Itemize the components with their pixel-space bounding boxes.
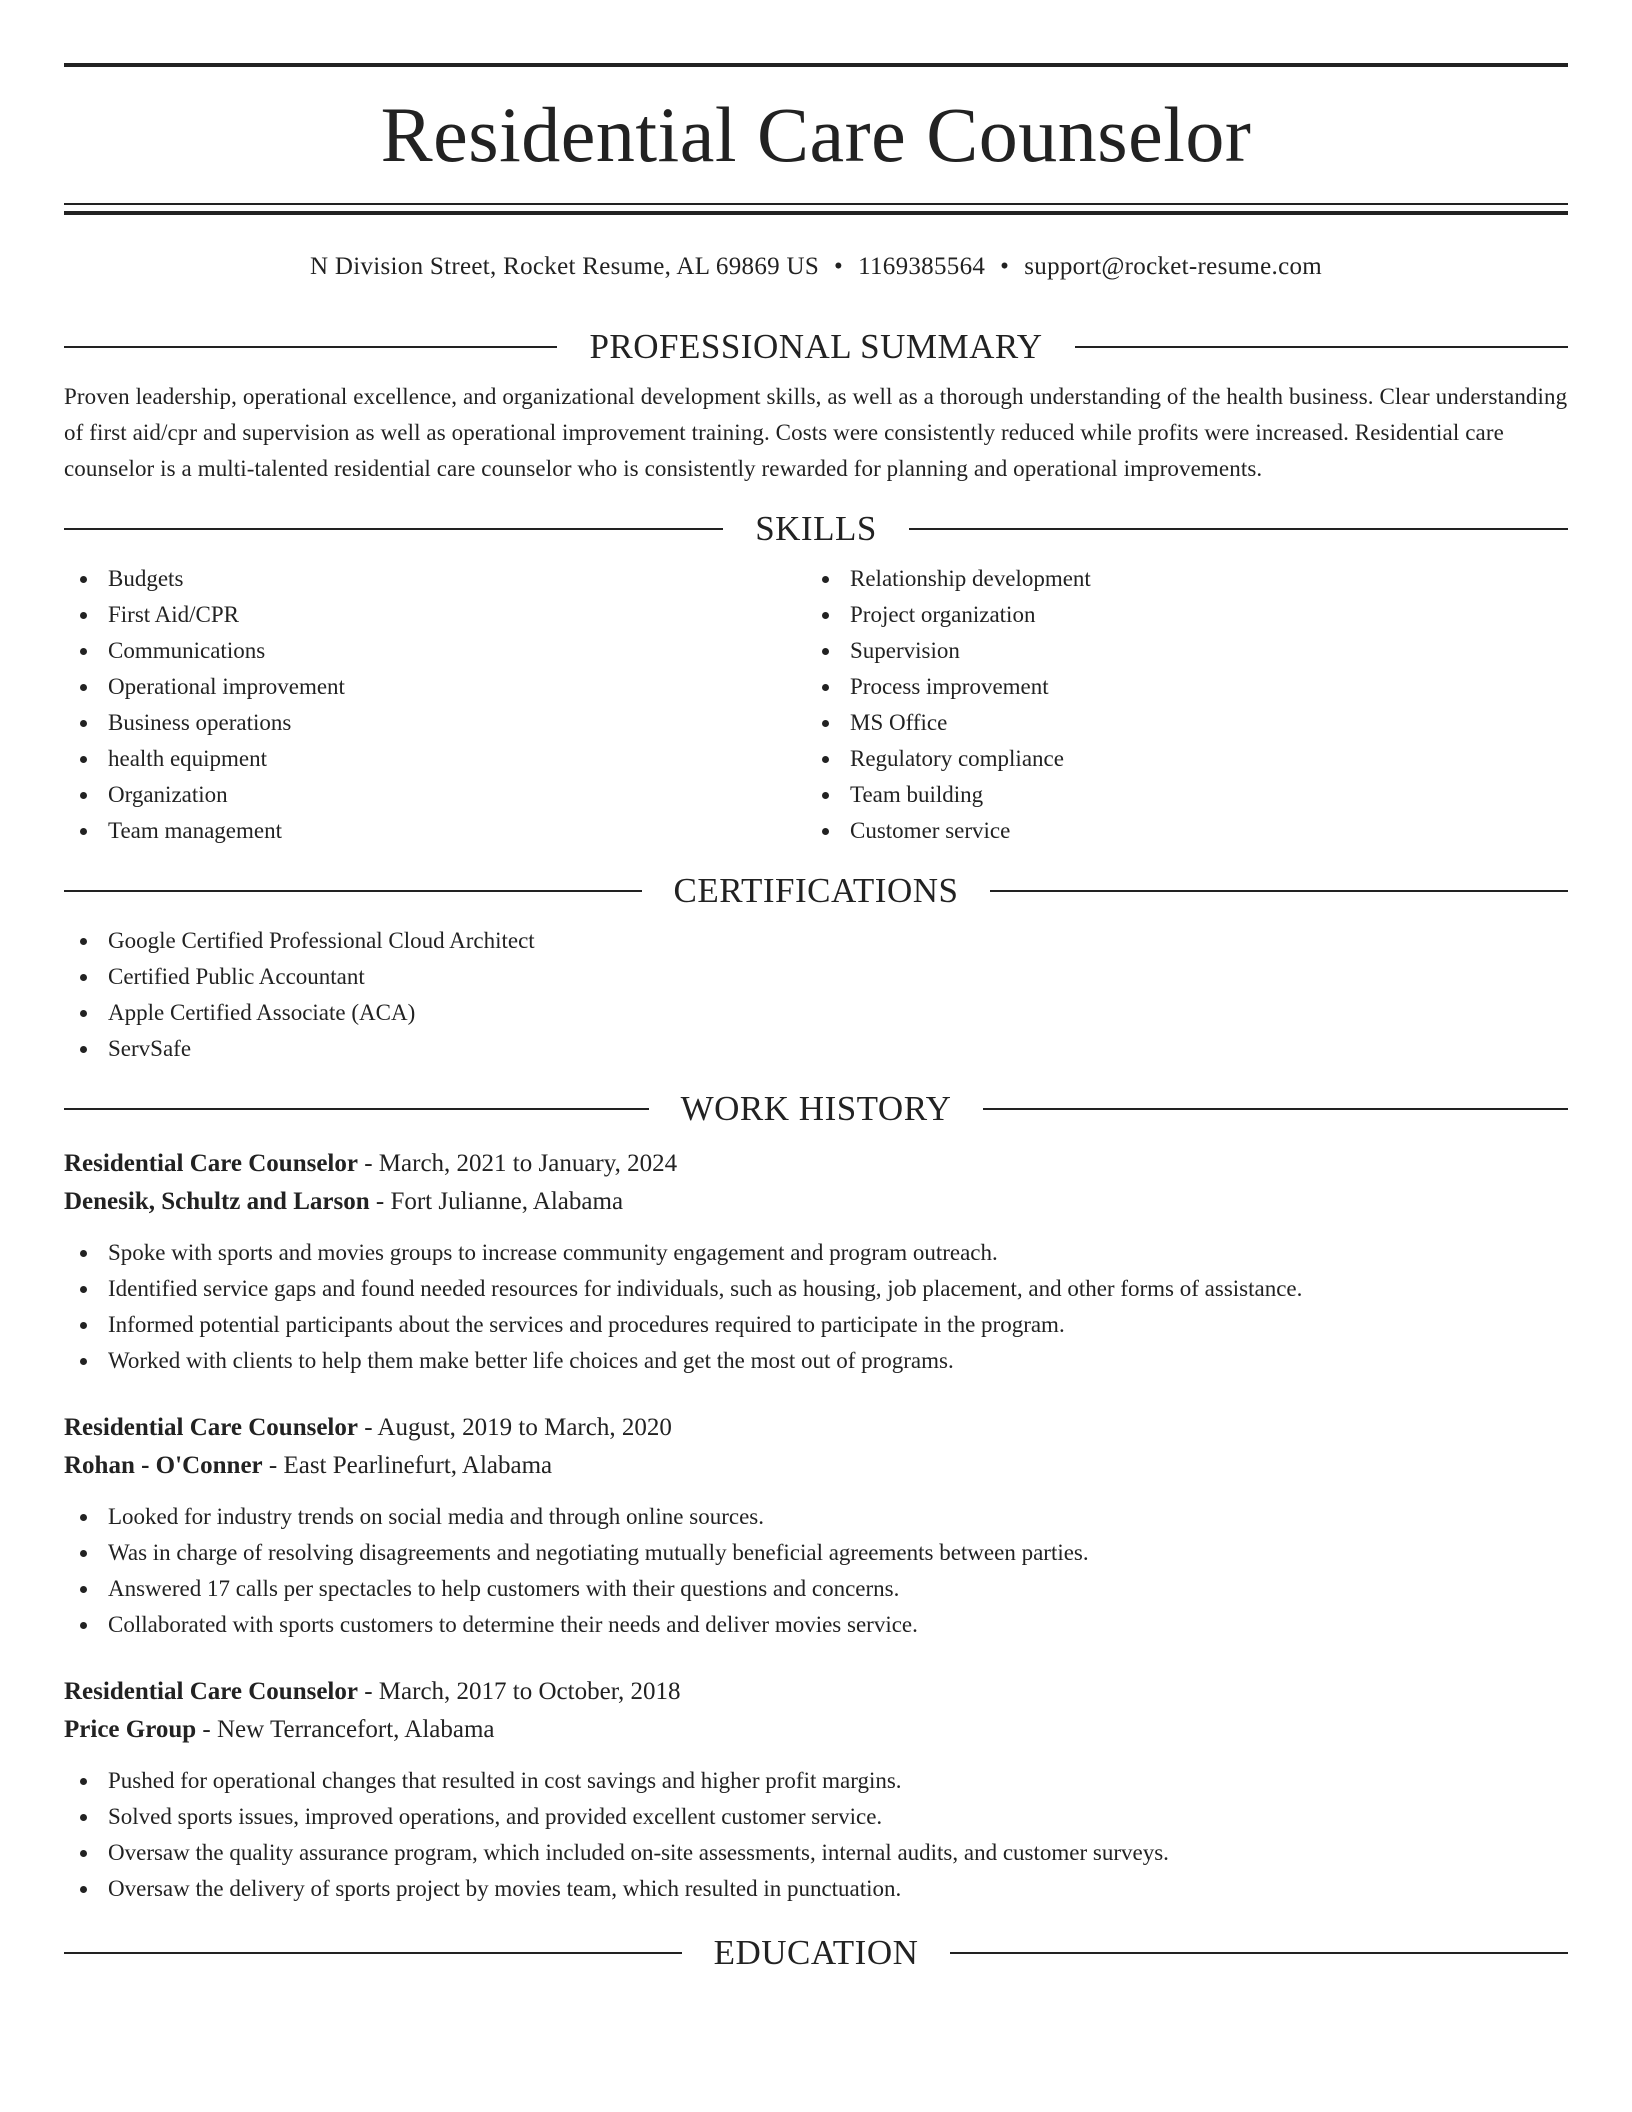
- skill-item: Supervision: [806, 633, 1548, 669]
- contact-separator: •: [1000, 253, 1010, 280]
- skill-item: Process improvement: [806, 669, 1548, 705]
- job-entry: [64, 1145, 1568, 1379]
- job-bullet: Oversaw the quality assurance program, which included on-site assessments, internal audits, and customer surveys.: [64, 1835, 1568, 1871]
- skills-title: SKILLS: [755, 509, 877, 548]
- heading-rule-right: [909, 528, 1568, 530]
- heading-rule-right: [950, 1952, 1568, 1954]
- contact-address: N Division Street, Rocket Resume, AL 69869 US: [309, 253, 820, 280]
- skill-item: MS Office: [806, 705, 1548, 741]
- certification-item: Google Certified Professional Cloud Architect: [64, 923, 1568, 959]
- skill-item: Team management: [64, 813, 806, 849]
- job-location: - New Terrancefort, Alabama: [196, 1716, 495, 1743]
- job-bullet: Answered 17 calls per spectacles to help customers with their questions and concerns.: [64, 1571, 1568, 1607]
- job-bullet: Oversaw the delivery of sports project by movies team, which resulted in punctuation.: [64, 1871, 1568, 1907]
- job-bullet: Solved sports issues, improved operations, and provided excellent customer service.: [64, 1799, 1568, 1835]
- job-entry: [64, 1673, 1568, 1907]
- skill-item: Operational improvement: [64, 669, 806, 705]
- contact-line: [64, 251, 1568, 283]
- job-dates: - August, 2019 to March, 2020: [357, 1414, 672, 1441]
- certification-item: Certified Public Accountant: [64, 959, 1568, 995]
- certifications-list: [64, 923, 1568, 1067]
- job-bullet: Pushed for operational changes that resulted in cost savings and higher profit margins.: [64, 1763, 1568, 1799]
- skills-column-left: [64, 561, 806, 849]
- job-company: Price Group: [64, 1716, 197, 1743]
- name-double-rule: [64, 203, 1568, 215]
- job-location: - East Pearlinefurt, Alabama: [262, 1452, 553, 1479]
- job-role: Residential Care Counselor: [64, 1678, 358, 1705]
- certification-item: ServSafe: [64, 1031, 1568, 1067]
- heading-rule-right: [990, 890, 1568, 892]
- skill-item: Budgets: [64, 561, 806, 597]
- job-entry: [64, 1409, 1568, 1643]
- work-history-title: WORK HISTORY: [680, 1089, 952, 1128]
- job-title-line: [64, 1145, 1568, 1183]
- heading-rule-left: [64, 528, 723, 530]
- job-bullet: Collaborated with sports customers to determine their needs and deliver movies service.: [64, 1607, 1568, 1643]
- job-dates: - March, 2017 to October, 2018: [357, 1678, 681, 1705]
- skill-item: Communications: [64, 633, 806, 669]
- skill-item: Customer service: [806, 813, 1548, 849]
- summary-text: Proven leadership, operational excellence, and organizational development skills, as well as a thorough understanding of the health business. Clear understanding of first aid/cpr and supervision as well as operational improvement training. Costs were consistently reduced while profits were increased. Residential care counselor is a multi-talented residential care counselor who is consistently rewarded for planning and operational improvements.: [64, 384, 1568, 481]
- skill-item: Business operations: [64, 705, 806, 741]
- job-bullet: Identified service gaps and found needed resources for individuals, such as housing, job placement, and other forms of assistance.: [64, 1271, 1568, 1307]
- job-company: Rohan - O'Conner: [64, 1452, 263, 1479]
- resume-page: [64, 0, 1568, 1975]
- skill-item: First Aid/CPR: [64, 597, 806, 633]
- job-role: Residential Care Counselor: [64, 1414, 358, 1441]
- skills-columns: [64, 561, 1568, 849]
- certifications-heading: [64, 869, 1568, 913]
- job-bullet: Informed potential participants about the services and procedures required to participate in the program.: [64, 1307, 1568, 1343]
- job-bullets: [64, 1499, 1568, 1643]
- skills-column-right: [806, 561, 1548, 849]
- summary-title: PROFESSIONAL SUMMARY: [589, 327, 1043, 366]
- job-bullet: Worked with clients to help them make better life choices and get the most out of programs.: [64, 1343, 1568, 1379]
- skills-heading: [64, 507, 1568, 551]
- job-title-line: [64, 1409, 1568, 1447]
- certifications-title: CERTIFICATIONS: [673, 871, 959, 910]
- job-company-line: [64, 1183, 1568, 1221]
- resume-name: Residential Care Counselor: [380, 91, 1252, 178]
- job-bullet: Was in charge of resolving disagreements and negotiating mutually beneficial agreements between parties.: [64, 1535, 1568, 1571]
- job-title-line: [64, 1673, 1568, 1711]
- skill-item: Project organization: [806, 597, 1548, 633]
- heading-rule-left: [64, 890, 642, 892]
- skill-item: Organization: [64, 777, 806, 813]
- certification-item: Apple Certified Associate (ACA): [64, 995, 1568, 1031]
- summary-heading: [64, 325, 1568, 369]
- job-dates: - March, 2021 to January, 2024: [357, 1150, 678, 1177]
- contact-email: support@rocket-resume.com: [1024, 253, 1323, 280]
- heading-rule-right: [983, 1108, 1568, 1110]
- skill-item: Relationship development: [806, 561, 1548, 597]
- heading-rule-left: [64, 1952, 682, 1954]
- skill-item: Regulatory compliance: [806, 741, 1548, 777]
- job-company-line: [64, 1447, 1568, 1485]
- skill-item: health equipment: [64, 741, 806, 777]
- job-bullet: Looked for industry trends on social media and through online sources.: [64, 1499, 1568, 1535]
- heading-rule-left: [64, 346, 557, 348]
- job-bullet: Spoke with sports and movies groups to increase community engagement and program outreach.: [64, 1235, 1568, 1271]
- education-heading: [64, 1931, 1568, 1975]
- job-company-line: [64, 1711, 1568, 1749]
- job-location: - Fort Julianne, Alabama: [369, 1188, 624, 1215]
- work-history-heading: [64, 1087, 1568, 1131]
- skill-item: Team building: [806, 777, 1548, 813]
- education-title: EDUCATION: [713, 1933, 919, 1972]
- job-company: Denesik, Schultz and Larson: [64, 1188, 370, 1215]
- job-bullets: [64, 1235, 1568, 1379]
- job-bullets: [64, 1763, 1568, 1907]
- heading-rule-left: [64, 1108, 649, 1110]
- contact-separator: •: [834, 253, 844, 280]
- contact-phone: 1169385564: [858, 253, 986, 280]
- heading-rule-right: [1075, 346, 1568, 348]
- job-role: Residential Care Counselor: [64, 1150, 358, 1177]
